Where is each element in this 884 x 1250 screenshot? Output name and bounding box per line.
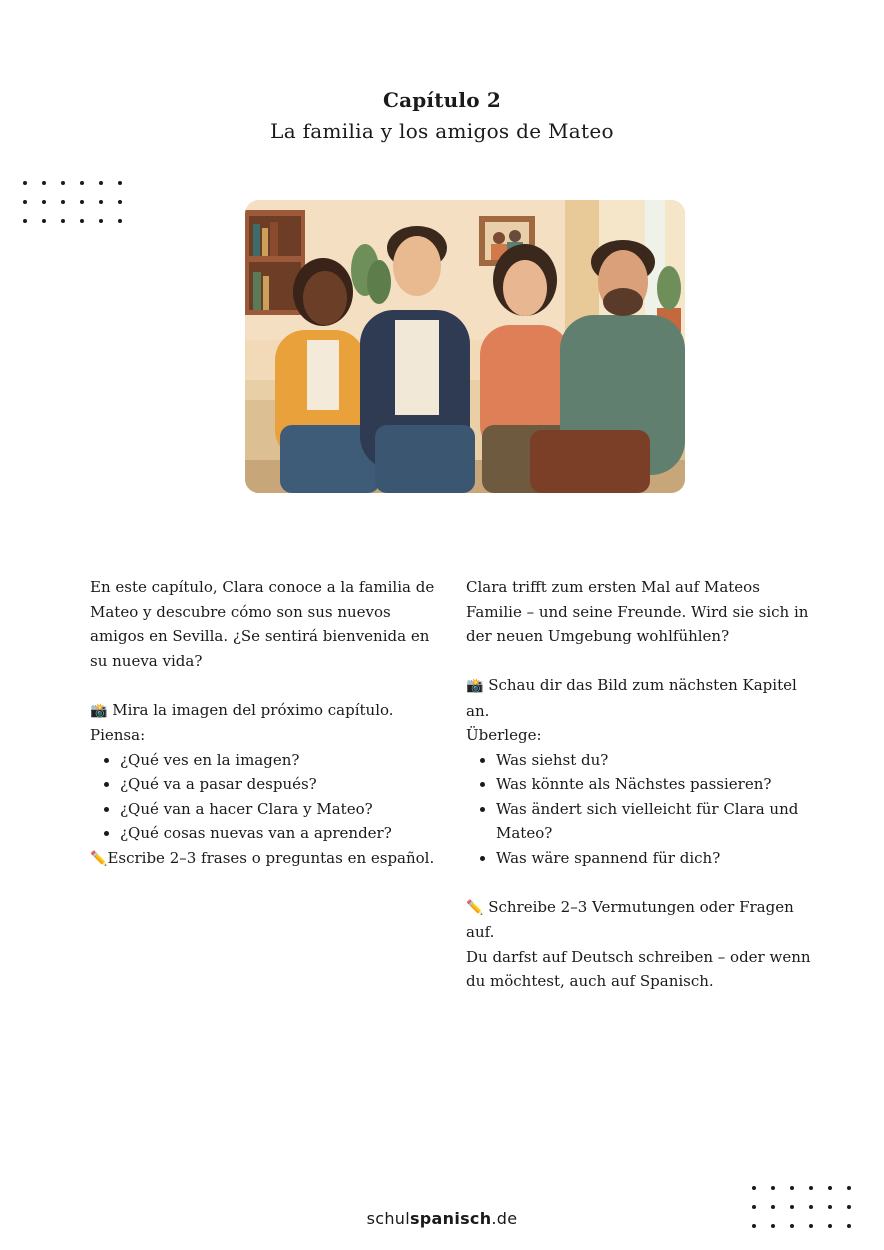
list-item: • Was ändert sich vielleicht für Clara und Mateo? [496,797,811,846]
chapter-title: Capítulo 2 [382,88,502,112]
spanish-write-text: Escribe 2–3 frases o preguntas en español. [107,848,435,867]
list-item: • ¿Qué van a hacer Clara y Mateo? [120,797,440,822]
german-write-text: Schreibe 2–3 Vermutungen oder Fragen auf. [466,897,794,941]
footer-brand [0,1209,884,1228]
list-item: • ¿Qué cosas nuevas van a aprender? [120,821,440,846]
brand-prefix: schul [366,1209,410,1228]
brand-tld: .de [491,1209,518,1228]
spanish-think-label: Piensa: [90,726,146,744]
decorative-dot-grid [23,181,122,223]
spanish-write-line [90,846,440,872]
spanish-look-text: Mira la imagen del próximo capítulo. [112,700,394,719]
german-look-line [466,673,811,723]
brand-name: spanisch [409,1209,492,1228]
german-write-line [466,895,811,945]
camera-icon: 📸 [466,678,484,694]
list-item: • ¿Qué ves en la imagen? [120,748,440,773]
german-intro: Clara trifft zum ersten Mal auf Mateos Familie – und seine Freunde. Wird sie sich in der neuen Umgebung wohlfühlen? [466,578,809,645]
family-illustration [245,200,685,493]
german-look-text: Schau dir das Bild zum nächsten Kapitel an. [466,676,797,720]
spanish-intro: En este capítulo, Clara conoce a la familia de Mateo y descubre cómo son sus nuevos amigos en Sevilla. ¿Se sentirá bienvenida en su nueva vida? [90,578,435,670]
german-question-list [466,748,811,871]
pencil-icon: ✏️ [466,899,484,916]
list-item: • ¿Qué va a pasar después? [120,772,440,797]
german-write-note: Du darfst auf Deutsch schreiben – oder wenn du möchtest, auch auf Spanisch. [466,947,811,990]
german-think-label: Überlege: [466,726,542,744]
pencil-icon: ✏️ [90,850,108,867]
spanish-column [90,575,440,871]
list-item: • Was wäre spannend für dich? [496,846,811,871]
camera-icon: 📸 [90,702,108,719]
chapter-subtitle: La familia y los amigos de Mateo [270,119,614,143]
spanish-look-line [90,698,440,724]
german-column [466,575,811,994]
spanish-question-list [90,748,440,846]
list-item: • Was könnte als Nächstes passieren? [496,772,811,797]
list-item: • Was siehst du? [496,748,811,773]
